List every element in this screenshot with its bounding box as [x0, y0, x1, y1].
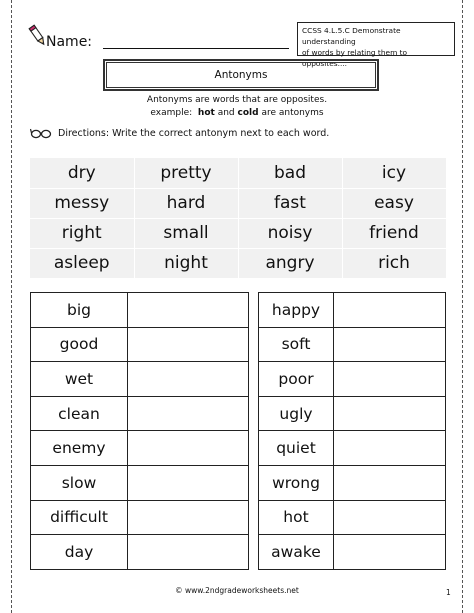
- prompt-word: clean: [31, 396, 128, 431]
- name-input-line[interactable]: [103, 48, 289, 49]
- title-text: Antonyms: [214, 69, 268, 81]
- worksheet-title: [103, 59, 379, 91]
- prompt-word: day: [31, 535, 128, 570]
- page-number: 1: [446, 588, 451, 597]
- word-bank-cell: fast: [238, 188, 342, 218]
- word-bank-cell: angry: [238, 248, 342, 278]
- table-row: [31, 327, 249, 362]
- table-row: [31, 431, 249, 466]
- table-row: [259, 535, 446, 570]
- copyright-footer: © www.2ndgradeworksheets.net: [175, 586, 299, 595]
- standard-box: [297, 22, 455, 68]
- definition-text: Antonyms are words that are opposites.: [146, 95, 328, 105]
- pencil-icon: [28, 24, 48, 48]
- answer-blank[interactable]: [128, 500, 249, 535]
- prompt-word: wet: [31, 362, 128, 397]
- directions-text: Directions: Write the correct antonym next to each word.: [58, 127, 330, 139]
- answer-blank[interactable]: [334, 431, 446, 466]
- prompt-word: wrong: [259, 465, 334, 500]
- answer-blank[interactable]: [128, 465, 249, 500]
- answer-blank[interactable]: [128, 327, 249, 362]
- prompt-word: poor: [259, 362, 334, 397]
- answer-blank[interactable]: [128, 396, 249, 431]
- example-and: and: [217, 108, 235, 118]
- prompt-word: big: [31, 293, 128, 328]
- standard-line-2: of words by relating them to opposites....: [302, 48, 408, 68]
- word-bank-cell: night: [134, 248, 238, 278]
- answer-blank[interactable]: [334, 396, 446, 431]
- word-bank-cell: asleep: [30, 248, 134, 278]
- word-bank-cell: easy: [342, 188, 446, 218]
- table-row: [259, 362, 446, 397]
- example-word-hot: hot: [197, 108, 215, 118]
- glasses-icon: [30, 127, 52, 139]
- prompt-word: quiet: [259, 431, 334, 466]
- answer-blank[interactable]: [334, 500, 446, 535]
- example-suffix: are antonyms: [261, 108, 324, 118]
- prompt-word: enemy: [31, 431, 128, 466]
- answer-blank[interactable]: [334, 362, 446, 397]
- word-bank-cell: hard: [134, 188, 238, 218]
- right-punch-line: [462, 0, 463, 613]
- answer-blank[interactable]: [128, 362, 249, 397]
- table-row: [259, 293, 446, 328]
- word-bank-cell: right: [30, 218, 134, 248]
- word-bank-cell: icy: [342, 158, 446, 188]
- answer-blank[interactable]: [334, 327, 446, 362]
- answer-blank[interactable]: [128, 431, 249, 466]
- table-row: [259, 396, 446, 431]
- answer-blank[interactable]: [334, 535, 446, 570]
- name-label: Name:: [46, 34, 93, 50]
- word-bank-cell: messy: [30, 188, 134, 218]
- word-bank-row: [30, 218, 446, 248]
- word-bank-row: [30, 248, 446, 278]
- answer-blank[interactable]: [128, 293, 249, 328]
- word-bank-cell: bad: [238, 158, 342, 188]
- answer-table-left: [30, 292, 249, 570]
- table-row: [31, 293, 249, 328]
- prompt-word: hot: [259, 500, 334, 535]
- table-row: [31, 465, 249, 500]
- example-text: [0, 108, 474, 118]
- answer-blank[interactable]: [128, 535, 249, 570]
- left-punch-line: [11, 0, 12, 613]
- word-bank-cell: rich: [342, 248, 446, 278]
- prompt-word: ugly: [259, 396, 334, 431]
- word-bank-row: [30, 188, 446, 218]
- prompt-word: happy: [259, 293, 334, 328]
- answer-table-right: [258, 292, 446, 570]
- word-bank-cell: noisy: [238, 218, 342, 248]
- word-bank-cell: dry: [30, 158, 134, 188]
- prompt-word: awake: [259, 535, 334, 570]
- table-row: [31, 396, 249, 431]
- word-bank-cell: small: [134, 218, 238, 248]
- word-bank: [30, 158, 447, 279]
- word-bank-row: [30, 158, 446, 188]
- table-row: [259, 431, 446, 466]
- directions: [30, 125, 329, 141]
- table-row: [259, 500, 446, 535]
- standard-line-1: CCSS 4.L.5.C Demonstrate understanding: [302, 26, 401, 46]
- name-row: [26, 24, 276, 54]
- answer-blank[interactable]: [334, 465, 446, 500]
- table-row: [259, 465, 446, 500]
- example-word-cold: cold: [237, 108, 259, 118]
- prompt-word: difficult: [31, 500, 128, 535]
- prompt-word: good: [31, 327, 128, 362]
- table-row: [259, 327, 446, 362]
- prompt-word: slow: [31, 465, 128, 500]
- word-bank-cell: pretty: [134, 158, 238, 188]
- word-bank-cell: friend: [342, 218, 446, 248]
- answer-blank[interactable]: [334, 293, 446, 328]
- table-row: [31, 362, 249, 397]
- table-row: [31, 500, 249, 535]
- table-row: [31, 535, 249, 570]
- prompt-word: soft: [259, 327, 334, 362]
- example-prefix: example:: [150, 108, 193, 118]
